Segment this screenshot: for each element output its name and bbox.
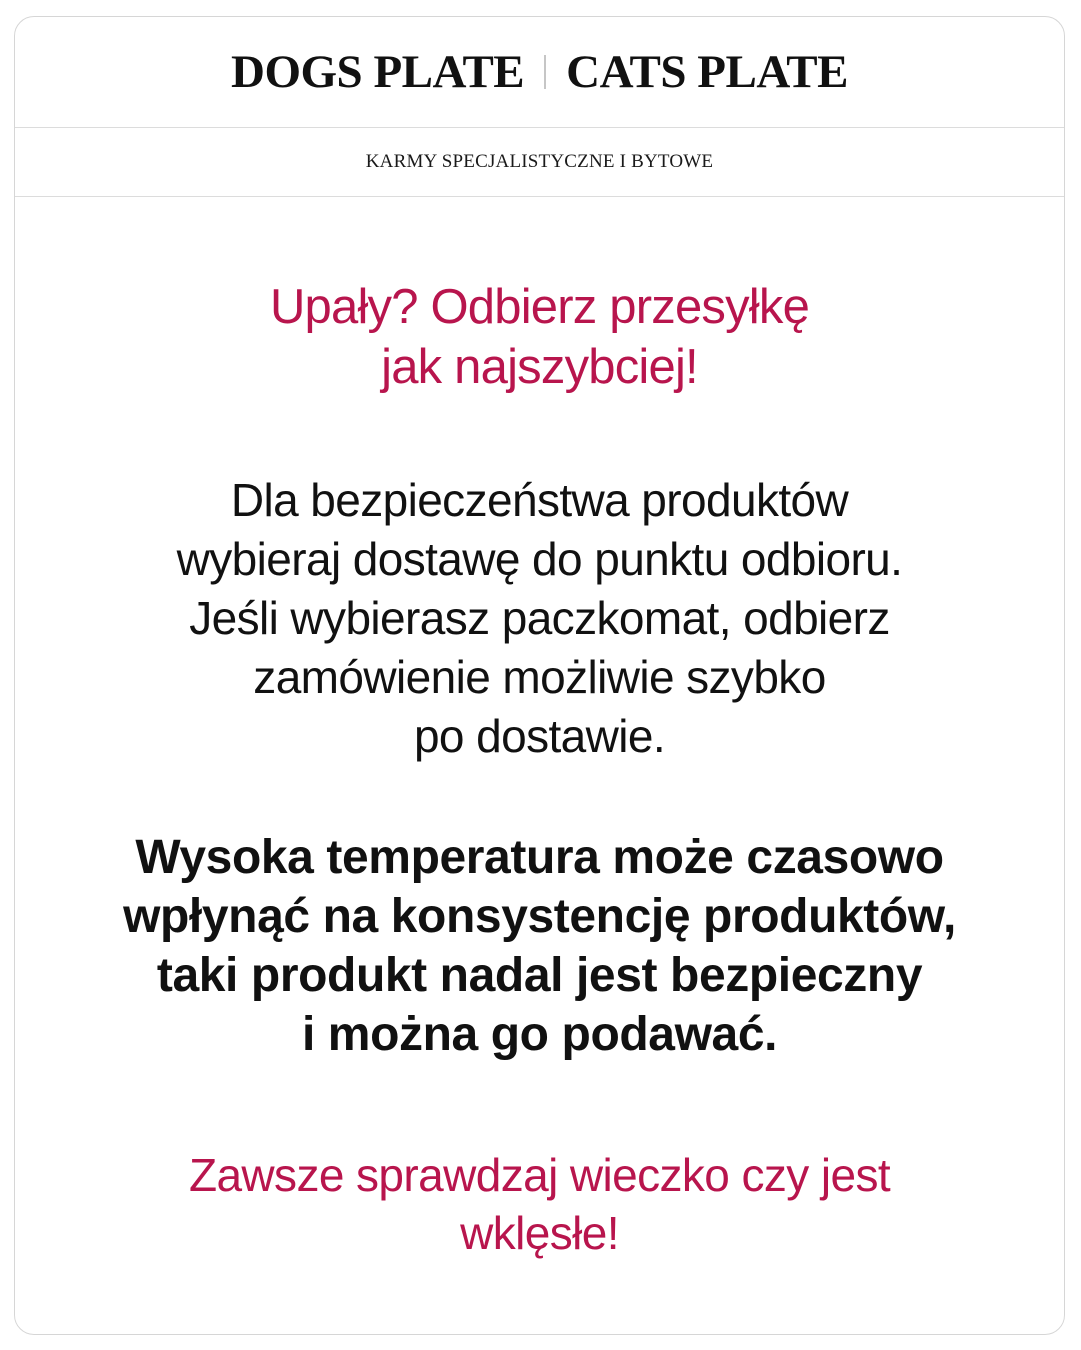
- footer-line: wklęsłe!: [460, 1207, 619, 1259]
- brand-dogs-plate[interactable]: DOGS PLATE: [231, 46, 525, 98]
- brand-header: [15, 17, 1064, 128]
- body-line: Dla bezpieczeństwa produktów: [230, 474, 849, 526]
- body-paragraph: [15, 471, 1064, 766]
- tagline-bar: [15, 128, 1064, 197]
- headline-line: Upały? Odbierz przesyłkę: [269, 280, 810, 334]
- body-line: zamówienie możliwie szybko: [253, 651, 826, 703]
- body-line: po dostawie.: [413, 710, 666, 762]
- main-content: [15, 277, 1064, 1262]
- info-card: [14, 16, 1065, 1335]
- headline-line: jak najszybciej!: [381, 340, 698, 394]
- body-line: Jeśli wybierasz paczkomat, odbierz: [189, 592, 890, 644]
- headline: [15, 277, 1064, 397]
- warning-line: i można go podawać.: [301, 1008, 778, 1061]
- warning-paragraph: [15, 828, 1064, 1064]
- warning-line: taki produkt nadal jest bezpieczny: [156, 949, 923, 1002]
- warning-line: wpłynąć na konsystencję produktów,: [123, 890, 956, 943]
- tagline: KARMY SPECJALISTYCZNE I BYTOWE: [365, 151, 714, 172]
- footer-line: Zawsze sprawdzaj wieczko czy jest: [188, 1149, 891, 1201]
- warning-line: Wysoka temperatura może czasowo: [135, 831, 944, 884]
- body-line: wybieraj dostawę do punktu odbioru.: [176, 533, 903, 585]
- brand-divider: [544, 55, 546, 89]
- footer-note: [15, 1146, 1064, 1262]
- brand-cats-plate[interactable]: CATS PLATE: [566, 46, 848, 98]
